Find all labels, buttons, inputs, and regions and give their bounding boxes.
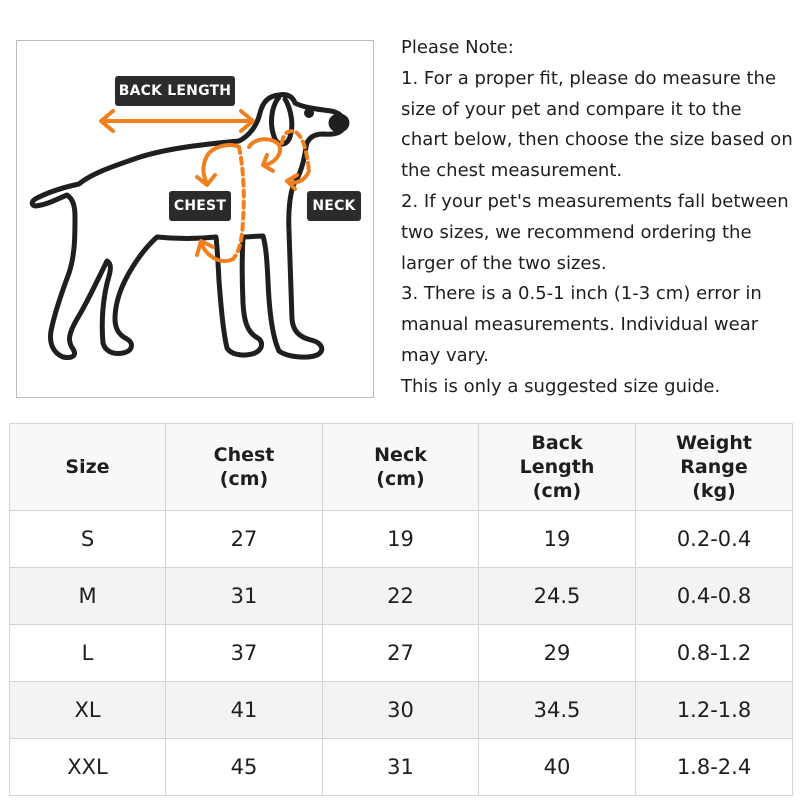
header-back-length-label: Back Length (cm): [519, 432, 595, 502]
cell-back-length: 29: [479, 625, 636, 682]
note-item-1: 1. For a proper fit, please do measure the size of your pet and compare it to the chart below, then choose the size based on the chest measurement.: [401, 67, 793, 182]
neck-label: NECK: [307, 191, 361, 221]
note-item-2: 2. If your pet's measurements fall between two sizes, we recommend ordering the larger of the two sizes.: [401, 190, 789, 274]
header-neck: [323, 424, 479, 511]
header-back-length: [479, 424, 636, 511]
measurement-diagram: [16, 40, 374, 398]
cell-chest: 37: [166, 625, 323, 682]
cell-size: XXL: [10, 739, 166, 796]
size-chart-table: [9, 423, 793, 796]
header-size-label: Size: [65, 456, 110, 478]
cell-back-length: 19: [479, 511, 636, 568]
table-row: [10, 511, 793, 568]
header-size: [10, 424, 166, 511]
cell-neck: 22: [323, 568, 479, 625]
header-chest-label: Chest (cm): [213, 444, 275, 490]
back-length-label: BACK LENGTH: [115, 76, 235, 106]
cell-weight-range: 0.8-1.2: [636, 625, 793, 682]
cell-neck: 27: [323, 625, 479, 682]
cell-neck: 30: [323, 682, 479, 739]
table-header-row: [10, 424, 793, 511]
notes-footer: This is only a suggested size guide.: [401, 375, 721, 397]
cell-weight-range: 0.2-0.4: [636, 511, 793, 568]
note-item-3: 3. There is a 0.5-1 inch (1-3 cm) error in manual measurements. Individual wear may vary.: [401, 283, 762, 366]
chest-loop-arrow-icon: [233, 147, 244, 259]
chest-label: CHEST: [169, 191, 231, 221]
cell-back-length: 34.5: [479, 682, 636, 739]
cell-chest: 41: [166, 682, 323, 739]
cell-back-length: 24.5: [479, 568, 636, 625]
cell-back-length: 40: [479, 739, 636, 796]
header-weight-range: [636, 424, 793, 511]
neck-loop-arrow-icon: [282, 131, 309, 171]
header-neck-label: Neck (cm): [374, 444, 427, 490]
cell-size: M: [10, 568, 166, 625]
table-row: [10, 568, 793, 625]
cell-chest: 31: [166, 568, 323, 625]
table-row: [10, 625, 793, 682]
cell-size: L: [10, 625, 166, 682]
cell-neck: 31: [323, 739, 479, 796]
cell-weight-range: 1.8-2.4: [636, 739, 793, 796]
table-row: [10, 682, 793, 739]
cell-neck: 19: [323, 511, 479, 568]
cell-weight-range: 1.2-1.8: [636, 682, 793, 739]
cell-weight-range: 0.4-0.8: [636, 568, 793, 625]
header-weight-range-label: Weight Range (kg): [676, 432, 752, 502]
cell-chest: 45: [166, 739, 323, 796]
table-row: [10, 739, 793, 796]
cell-size: XL: [10, 682, 166, 739]
size-notes: [401, 33, 793, 403]
cell-chest: 27: [166, 511, 323, 568]
cell-size: S: [10, 511, 166, 568]
header-chest: [166, 424, 323, 511]
notes-heading: Please Note:: [401, 37, 514, 58]
